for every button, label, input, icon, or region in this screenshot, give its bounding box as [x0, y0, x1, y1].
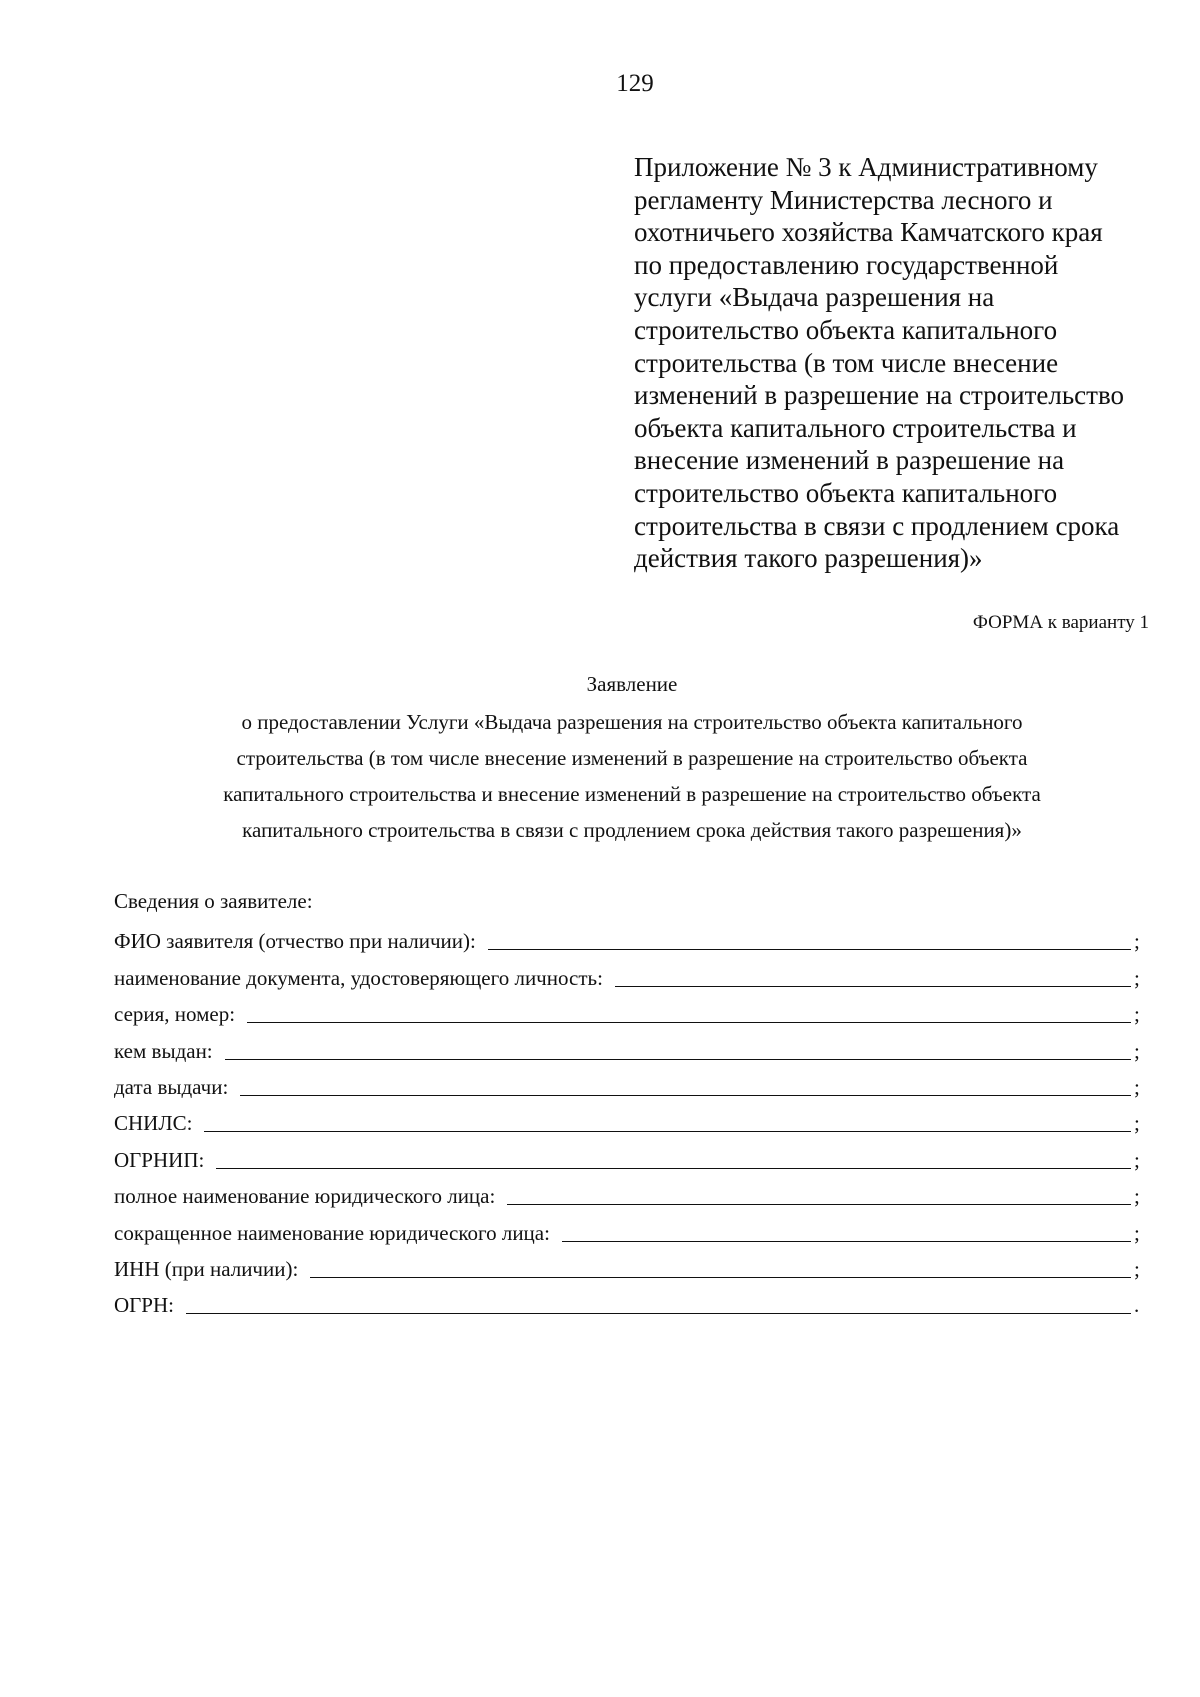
field-snils — [114, 1100, 1144, 1136]
field-full-name — [114, 918, 1144, 954]
fill-in-line[interactable] — [615, 961, 1131, 987]
appendix-header — [634, 151, 1194, 575]
statement-line: капитального строительства и внесение изменений в разрешение на строительство объекта — [223, 782, 1041, 806]
appendix-line: по предоставлению государственной — [634, 249, 1059, 280]
field-label: ОГРНИП: — [114, 1147, 205, 1172]
field-issued-by — [114, 1027, 1144, 1063]
field-terminator: ; — [1134, 1002, 1140, 1027]
applicant-section-heading: Сведения о заявителе: — [114, 889, 313, 913]
field-series-number — [114, 991, 1144, 1027]
fill-in-line[interactable] — [488, 924, 1131, 950]
appendix-line: услуги «Выдача разрешения на — [634, 282, 995, 313]
field-label: ОГРН: — [114, 1293, 174, 1318]
statement-line: капитального строительства в связи с продлением срока действия такого разрешения)» — [242, 818, 1022, 842]
appendix-line: изменений в разрешение на строительство — [634, 380, 1125, 411]
statement-subject — [130, 704, 1134, 848]
fill-in-line[interactable] — [310, 1252, 1131, 1278]
appendix-line: строительство объекта капитального — [634, 314, 1058, 345]
fill-in-line[interactable] — [507, 1179, 1131, 1205]
field-terminator: ; — [1134, 1256, 1140, 1281]
appendix-line: внесение изменений в разрешение на — [634, 445, 1065, 476]
field-terminator: ; — [1134, 1074, 1140, 1099]
fill-in-line[interactable] — [247, 997, 1131, 1023]
applicant-fields — [114, 918, 1144, 1318]
field-terminator: ; — [1134, 1147, 1140, 1172]
field-terminator: ; — [1134, 1184, 1140, 1209]
fill-in-line[interactable] — [240, 1070, 1131, 1096]
field-terminator: ; — [1134, 1220, 1140, 1245]
field-label: ИНН (при наличии): — [114, 1256, 299, 1281]
statement-line: о предоставлении Услуги «Выдача разрешения на строительство объекта капитального — [241, 710, 1023, 734]
appendix-line: строительства (в том числе внесение — [634, 347, 1059, 378]
appendix-line: строительство объекта капитального — [634, 477, 1058, 508]
field-ogrnip — [114, 1136, 1144, 1172]
field-label: полное наименование юридического лица: — [114, 1184, 496, 1209]
field-legal-full-name — [114, 1173, 1144, 1209]
appendix-line: действия такого разрешения)» — [634, 543, 983, 574]
appendix-line: охотничьего хозяйства Камчатского края — [634, 217, 1103, 248]
fill-in-line[interactable] — [186, 1288, 1131, 1314]
field-terminator: ; — [1134, 929, 1140, 954]
page-number: 129 — [616, 70, 654, 97]
field-label: дата выдачи: — [114, 1074, 229, 1099]
fill-in-line[interactable] — [204, 1106, 1131, 1132]
field-label: СНИЛС: — [114, 1111, 193, 1136]
appendix-line: Приложение № 3 к Административному — [634, 152, 1098, 182]
fill-in-line[interactable] — [225, 1034, 1131, 1060]
field-label: ФИО заявителя (отчество при наличии): — [114, 929, 476, 954]
field-label: сокращенное наименование юридического лица: — [114, 1220, 550, 1245]
field-terminator: ; — [1134, 965, 1140, 990]
fill-in-line[interactable] — [562, 1216, 1131, 1242]
field-label: серия, номер: — [114, 1002, 236, 1027]
field-issue-date — [114, 1064, 1144, 1100]
field-terminator: ; — [1134, 1111, 1140, 1136]
appendix-line: строительства в связи с продлением срока — [634, 510, 1120, 541]
statement-title: Заявление — [586, 672, 678, 696]
statement-line: строительства (в том числе внесение изменений в разрешение на строительство объекта — [236, 746, 1028, 770]
field-label: кем выдан: — [114, 1038, 213, 1063]
field-terminator: ; — [1134, 1038, 1140, 1063]
field-label: наименование документа, удостоверяющего личность: — [114, 965, 603, 990]
field-id-document — [114, 954, 1144, 990]
appendix-line: регламенту Министерства лесного и — [634, 184, 1053, 215]
fill-in-line[interactable] — [216, 1143, 1131, 1169]
form-variant-note: ФОРМА к варианту 1 — [972, 612, 1149, 633]
appendix-line: объекта капитального строительства и — [634, 412, 1077, 443]
field-legal-short-name — [114, 1209, 1144, 1245]
field-terminator: . — [1134, 1293, 1140, 1318]
field-ogrn — [114, 1282, 1144, 1318]
field-inn — [114, 1246, 1144, 1282]
